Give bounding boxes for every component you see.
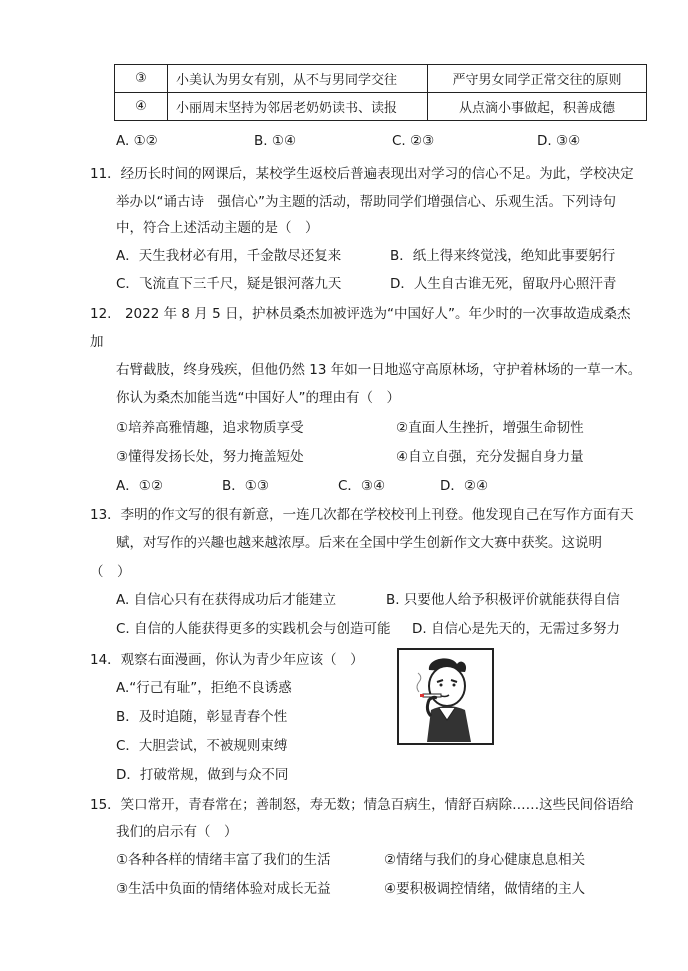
smoking-teen-icon <box>399 650 492 743</box>
q15-statement-2: ②情绪与我们的身心健康息息相关 <box>384 852 586 868</box>
row-principle: 严守男女同学正常交往的原则 <box>428 65 647 93</box>
q11-option-b: B．纸上得来终觉浅，绝知此事要躬行 <box>390 248 616 264</box>
table-row <box>115 93 647 121</box>
q14-option-d: D．打破常规，做到与众不同 <box>116 767 289 783</box>
q15-statement-4: ④要积极调控情绪，做情绪的主人 <box>384 881 586 897</box>
options-table <box>114 64 647 121</box>
q14-option-b: B．及时追随，彰显青春个性 <box>116 709 288 725</box>
q14-stem: 14．观察右面漫画，你认为青少年应该（ ） <box>90 652 364 668</box>
q14-option-a: A.“行己有耻”，拒绝不良诱惑 <box>116 680 292 696</box>
row-number: ④ <box>115 93 168 121</box>
q12-statement-2: ②直面人生挫折，增强生命韧性 <box>396 420 584 436</box>
q12-choice-b: B．①③ <box>222 478 269 494</box>
q12-statement-1: ①培养高雅情趣，追求物质享受 <box>116 420 304 436</box>
q10-choice-d: D. ③④ <box>537 133 581 149</box>
q13-stem: 赋，对写作的兴趣也越来越浓厚。后来在全国中学生创新作文大赛中获奖。这说明 <box>116 535 602 551</box>
q11-option-c: C．飞流直下三千尺，疑是银河落九天 <box>116 276 342 292</box>
q13-option-b: B. 只要他人给予积极评价就能获得自信 <box>386 592 620 608</box>
q13-stem: （ ） <box>90 564 131 580</box>
q11-option-d: D．人生自古谁无死，留取丹心照汗青 <box>390 276 617 292</box>
q15-statement-1: ①各种各样的情绪丰富了我们的生活 <box>116 852 331 868</box>
q12-choice-d: D．②④ <box>440 478 489 494</box>
q14-option-c: C．大胆尝试，不被规则束缚 <box>116 738 288 754</box>
q10-choice-a: A. ①② <box>116 133 158 149</box>
q15-stem: 15．笑口常开，青春常在；善制怒，寿无数；情急百病生，情舒百病除……这些民间俗语给 <box>90 797 634 813</box>
table-row <box>115 65 647 93</box>
q13-option-c: C. 自信的人能获得更多的实践机会与创造可能 <box>116 621 391 637</box>
q12-stem: 你认为桑杰加能当选“中国好人”的理由有（ ） <box>116 390 400 406</box>
q15-stem: 我们的启示有（ ） <box>116 824 238 840</box>
q10-choice-b: B. ①④ <box>254 133 297 149</box>
cartoon-image <box>397 648 494 745</box>
row-principle: 从点滴小事做起，积善成德 <box>428 93 647 121</box>
q11-option-a: A．天生我材必有用，千金散尽还复来 <box>116 248 342 264</box>
q15-statement-3: ③生活中负面的情绪体验对成长无益 <box>116 881 331 897</box>
q13-option-d: D. 自信心是先天的，无需过多努力 <box>412 621 620 637</box>
q13-option-a: A. 自信心只有在获得成功后才能建立 <box>116 592 337 608</box>
q12-choice-c: C．③④ <box>338 478 386 494</box>
q12-stem: 右臂截肢，终身残疾，但他仍然 13 年如一日地巡守高原林场，守护着林场的一草一木。 <box>116 362 642 378</box>
q12-stem: 12. 2022 年 8 月 5 日，护林员桑杰加被评选为“中国好人”。年少时的一次事故造成桑杰 <box>90 306 631 322</box>
q11-stem: 举办以“诵古诗 强信心”为主题的活动，帮助同学们增强信心、乐观生活。下列诗句 <box>116 194 616 210</box>
row-number: ③ <box>115 65 168 93</box>
row-behavior: 小美认为男女有别，从不与男同学交往 <box>168 65 428 93</box>
q10-choice-c: C. ②③ <box>392 133 435 149</box>
q13-stem: 13．李明的作文写的很有新意，一连几次都在学校校刊上刊登。他发现自己在写作方面有天 <box>90 507 634 523</box>
q12-choice-a: A．①② <box>116 478 163 494</box>
row-behavior: 小丽周末坚持为邻居老奶奶读书、读报 <box>168 93 428 121</box>
q12-statement-4: ④自立自强，充分发掘自身力量 <box>396 449 584 465</box>
q12-statement-3: ③懂得发扬长处，努力掩盖短处 <box>116 449 304 465</box>
q11-stem: 中，符合上述活动主题的是（ ） <box>116 220 319 236</box>
q12-stem: 加 <box>90 334 104 350</box>
q11-stem: 11．经历长时间的网课后，某校学生返校后普遍表现出对学习的信心不足。为此，学校决定 <box>90 166 634 182</box>
